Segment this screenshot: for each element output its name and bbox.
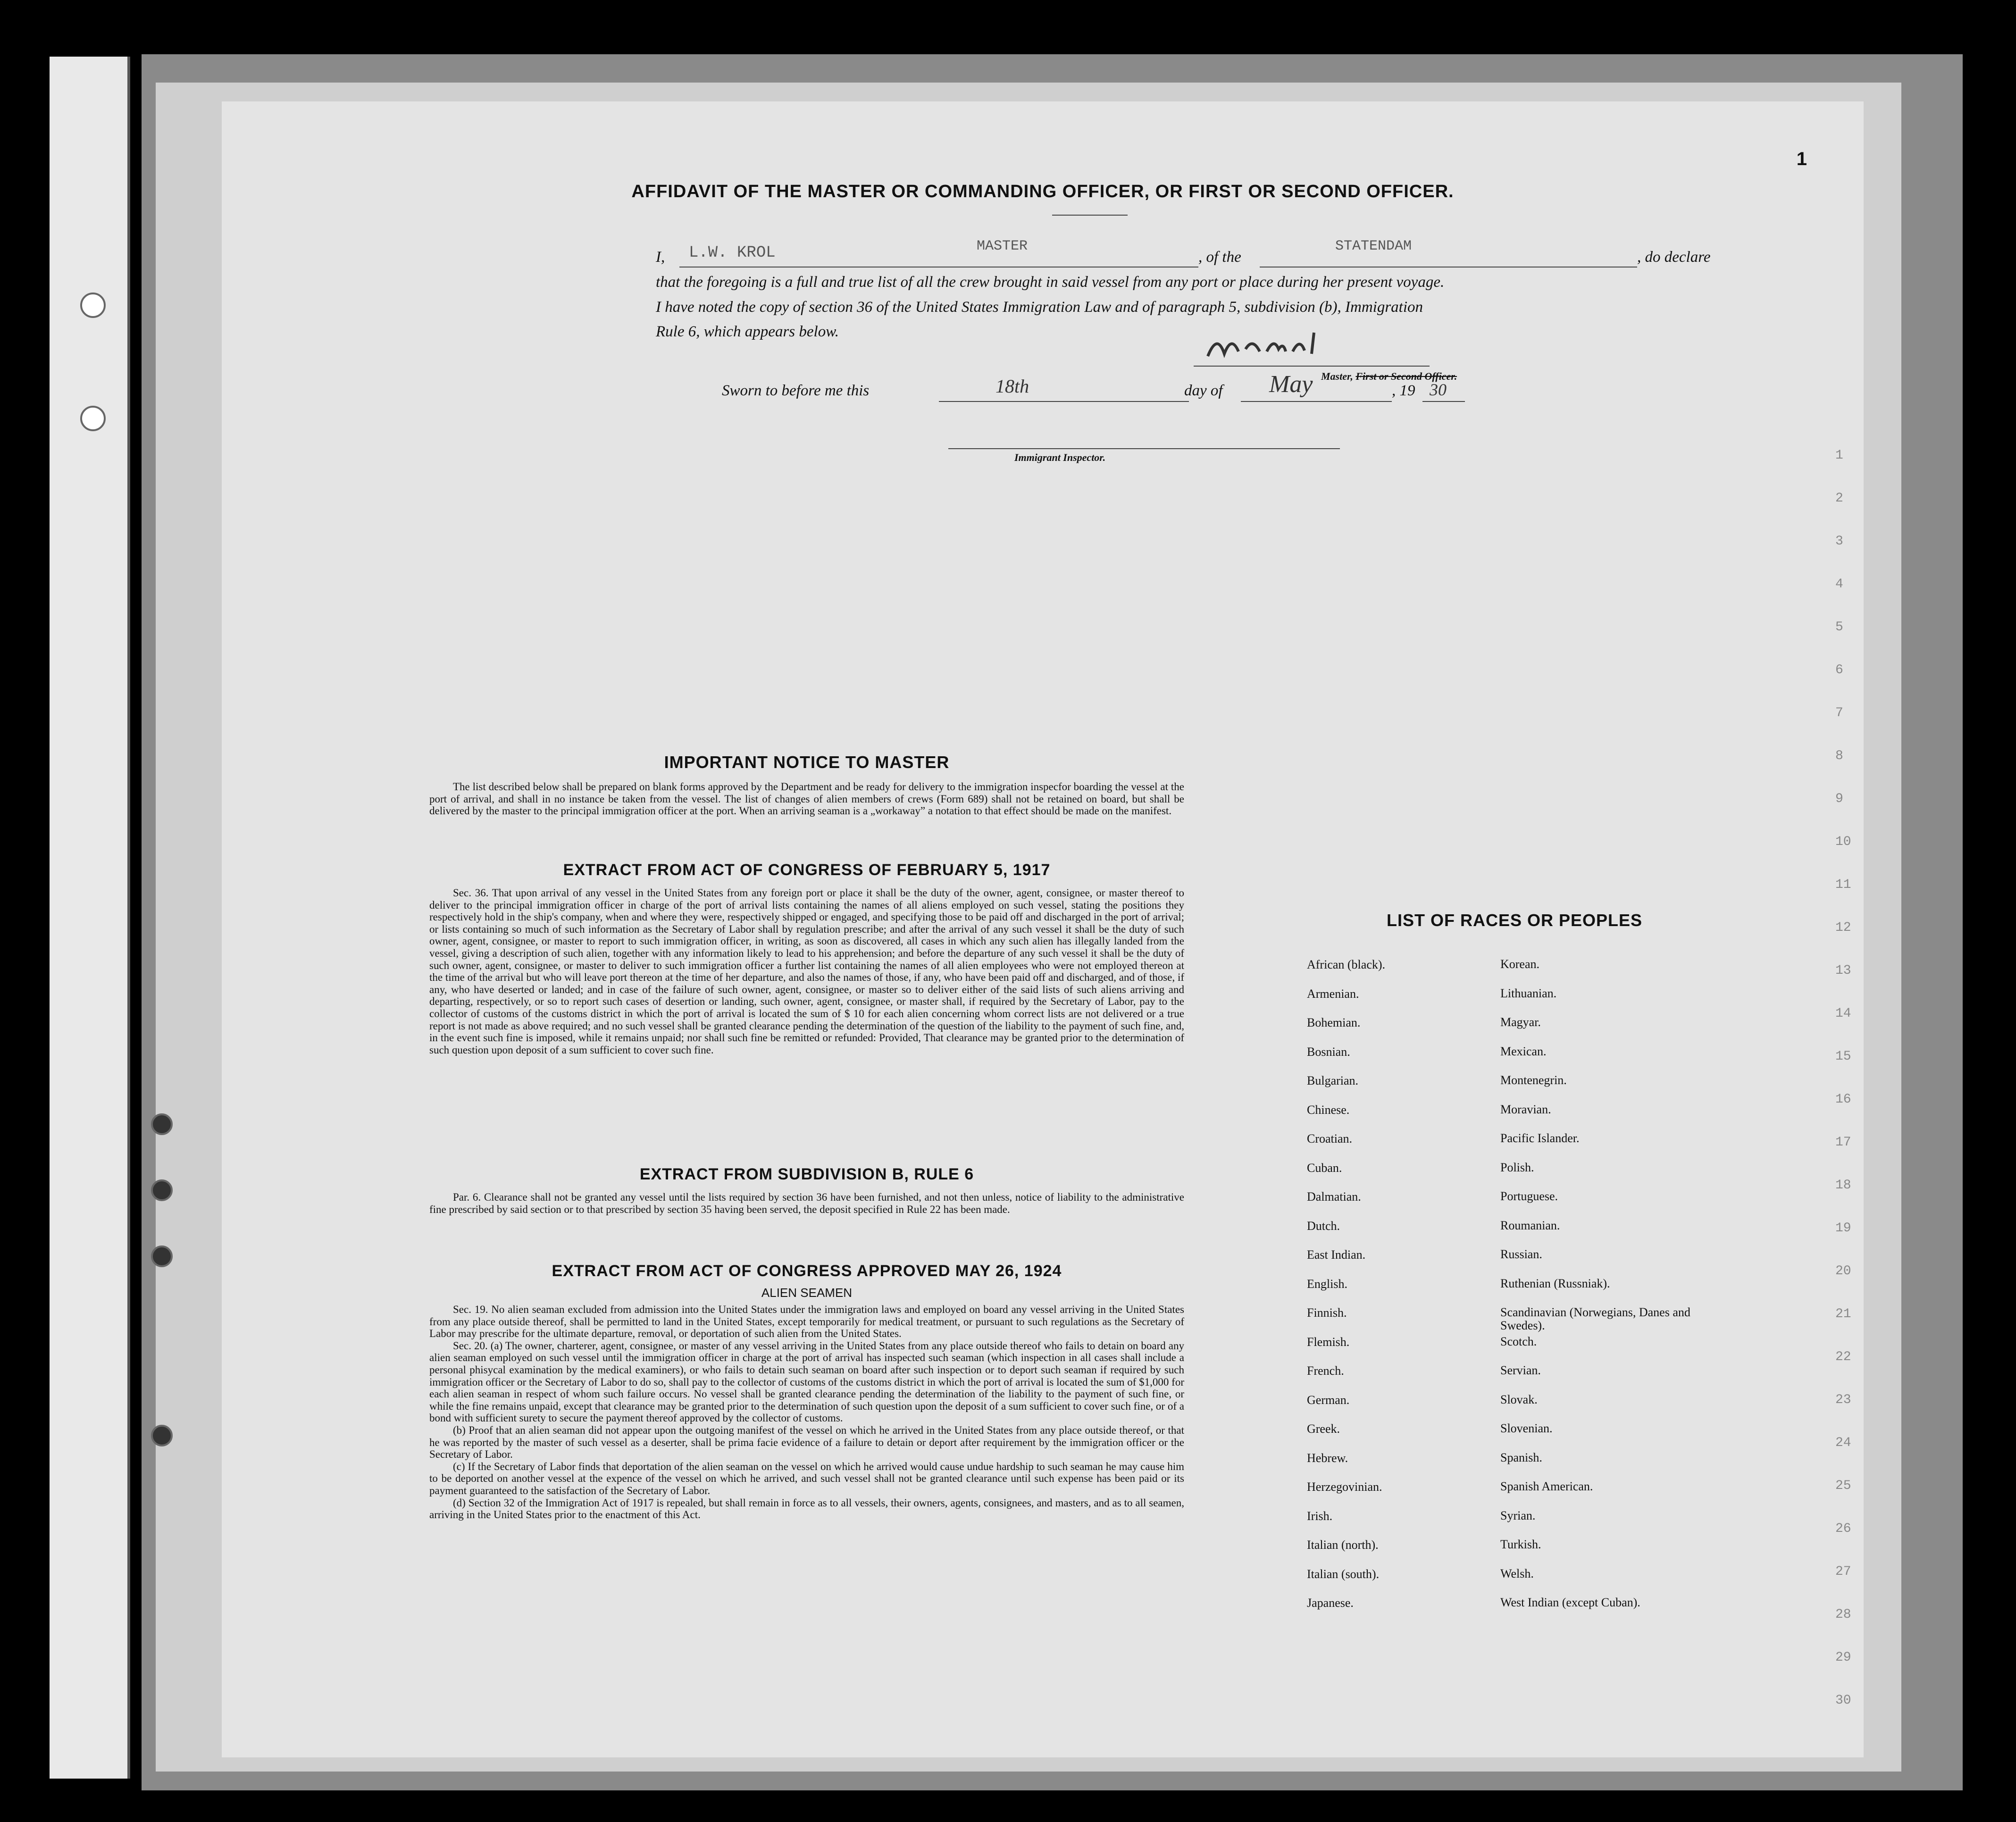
race-item: Turkish.: [1500, 1538, 1541, 1551]
sworn-day: 18th: [995, 376, 1029, 397]
affidavit-page: [222, 101, 1864, 1757]
race-item: Mexican.: [1500, 1044, 1547, 1058]
races-title: LIST OF RACES OR PEOPLES: [1386, 911, 1643, 930]
month-line: [1241, 401, 1392, 402]
manifest-row-number: 8: [1835, 749, 1843, 763]
manifest-row-number: 9: [1835, 792, 1843, 806]
extract-1924-paragraph: (c) If the Secretary of Labor finds that deportation of the alien seaman on the vessel on which he arrived would cause undue hardship to such seaman he may cause him to be deported on another vessel at the expence of the vessel on which he arrived, and such vessel shall not be granted clearance until such expense has been paid or its payment guaranteed to the satisfaction of the Secretary of Labor.: [429, 1460, 1184, 1496]
master-caption: Master,: [1321, 370, 1353, 382]
race-item: Slovak.: [1500, 1392, 1538, 1406]
race-item: Montenegrin.: [1500, 1073, 1567, 1087]
race-item: Italian (south).: [1307, 1567, 1380, 1581]
race-item: Moravian.: [1500, 1102, 1551, 1116]
master-signature: [1203, 323, 1345, 368]
rivet: [151, 1179, 173, 1201]
race-item: Hebrew.: [1307, 1451, 1348, 1465]
extract-rule6-title: EXTRACT FROM SUBDIVISION B, RULE 6: [639, 1165, 974, 1183]
manifest-row-number: 21: [1835, 1307, 1851, 1321]
manifest-row-number: 27: [1835, 1564, 1851, 1579]
manifest-row-number: 25: [1835, 1479, 1851, 1493]
signature-line: [1194, 366, 1430, 367]
punch-hole: [80, 293, 106, 318]
race-item: East Indian.: [1307, 1248, 1366, 1262]
race-item: Bohemian.: [1307, 1016, 1361, 1029]
race-item: African (black).: [1307, 958, 1386, 971]
manifest-row-number: 7: [1835, 706, 1843, 720]
extract-1924-paragraph: (b) Proof that an alien seaman did not appear upon the outgoing manifest of the vessel on which he arrived in the United States from any place outside thereof, or that he was reported by the master of such vessel as a deserter, shall be prima facie evidence of a failure to detain or deport after requirement by the immigration officer or the Secretary of Labor.: [429, 1424, 1184, 1461]
race-item: Russian.: [1500, 1247, 1542, 1261]
officer-caption-struck: First or Second Officer.: [1355, 370, 1457, 382]
race-item: Chinese.: [1307, 1103, 1350, 1117]
race-item: Flemish.: [1307, 1335, 1350, 1349]
race-item: Lithuanian.: [1500, 986, 1557, 1000]
page-number: 1: [1796, 149, 1807, 169]
race-item: Spanish American.: [1500, 1479, 1593, 1493]
manifest-row-number: 1: [1835, 448, 1843, 463]
race-item: Greek.: [1307, 1422, 1340, 1436]
race-item: Portuguese.: [1500, 1189, 1558, 1203]
manifest-row-number: 18: [1835, 1178, 1851, 1193]
day-of-label: day of: [1184, 382, 1223, 399]
race-item: Dutch.: [1307, 1219, 1340, 1233]
manifest-row-number: 10: [1835, 835, 1851, 849]
sworn-year: 30: [1430, 380, 1447, 399]
race-item: Roumanian.: [1500, 1218, 1560, 1232]
manifest-row-number: 6: [1835, 663, 1843, 677]
race-item: Pacific Islander.: [1500, 1131, 1580, 1145]
manifest-row-number: 3: [1835, 534, 1843, 549]
race-item: Syrian.: [1500, 1508, 1536, 1522]
punch-hole: [80, 406, 106, 431]
race-item: Spanish.: [1500, 1450, 1542, 1464]
affidavit-line-3: I have noted the copy of section 36 of the United States Immigration Law and of paragraph 5, subdivision (b), Immigration: [656, 299, 1423, 316]
year-prefix: , 19: [1392, 382, 1415, 399]
manifest-row-number: 11: [1835, 878, 1851, 892]
extract-1924-title: EXTRACT FROM ACT OF CONGRESS APPROVED MAY 26, 1924: [552, 1262, 1062, 1280]
race-item: Polish.: [1500, 1160, 1534, 1174]
manifest-row-number: 2: [1835, 491, 1843, 506]
manifest-row-number: 17: [1835, 1135, 1851, 1150]
inspector-line: [948, 448, 1340, 449]
extract-1917-text: Sec. 36. That upon arrival of any vessel in the United States from any foreign port or place it shall be the duty of the owner, agent, consignee, or master thereof to deliver to the principal immigration officer in charge of the port of arrival lists containing the names of all aliens employed on such vessel, stating the positions they respectively hold in the ship's company, when and where they were, respectively shipped or engaged, and specifying those to be paid off and discharged in the port of arrival; or lists containing so much of such information as the Secretary of Labor shall by regulation prescribe; and after the arrival of any such vessel it shall be the duty of such owner, agent, consignee, or master to report to such immigration officer, in writing, as soon as discovered, all cases in which any such alien has illegally landed from the vessel, giving a description of such alien, together with any information likely to lead to his apprehension; and before the departure of any such vessel it shall be the duty of such owner, agent, consignee, or master to deliver to such immigration officer a further list containing the names of all alien employees who were not employed thereon at the time of the arrival but who will leave port thereon at the time of her departure, and also the names of those, if any, who have been paid off and discharged, and of those, if any, who have deserted or landed; and in case of the failure of such owner, agent, consignee, or master so to deliver either of the said lists of such aliens arriving and departing, respectively, or so to report such cases of desertion or landing, such owner, agent, consignee, or master shall, if required by the Secretary of Labor, pay to the collector of customs of the customs district in which the port of arrival is located the sum of $ 10 for each alien concerning whom correct lists are not delivered or a true report is not made as above required; and no such vessel shall be granted clearance pending the determination of the question of the liability to the payment of such fine, and, in the event such fine is imposed, while it remains unpaid; nor shall such fine be remitted or refunded: Provided, That clearance may be granted prior to the determination of such question upon deposit of a sum sufficient to cover such fine.: [429, 887, 1184, 1056]
affidavit-line-4: Rule 6, which appears below.: [656, 323, 839, 340]
race-item: French.: [1307, 1364, 1344, 1378]
race-item: Servian.: [1500, 1363, 1541, 1377]
manifest-row-number: 26: [1835, 1521, 1851, 1536]
race-item: Italian (north).: [1307, 1538, 1379, 1552]
race-item: German.: [1307, 1393, 1350, 1407]
race-item: Dalmatian.: [1307, 1190, 1361, 1204]
extract-1917-title: EXTRACT FROM ACT OF CONGRESS OF FEBRUARY 5, 1917: [563, 861, 1051, 879]
race-item: Bulgarian.: [1307, 1074, 1359, 1087]
race-item: Irish.: [1307, 1509, 1333, 1523]
race-item: Slovenian.: [1500, 1421, 1553, 1435]
affidavit-title: AFFIDAVIT OF THE MASTER OR COMMANDING OFFICER, OR FIRST OR SECOND OFFICER.: [631, 182, 1454, 201]
manifest-row-number: 12: [1835, 920, 1851, 935]
rivet: [151, 1425, 173, 1446]
manifest-row-number: 28: [1835, 1607, 1851, 1622]
race-item: Croatian.: [1307, 1132, 1353, 1145]
day-line: [939, 401, 1189, 402]
race-item: Armenian.: [1307, 986, 1359, 1001]
master-name: L.W. KROL: [689, 244, 776, 262]
race-item: Welsh.: [1500, 1566, 1534, 1580]
race-item: Cuban.: [1307, 1161, 1342, 1175]
master-rank: MASTER: [977, 238, 1028, 254]
race-item: Japanese.: [1307, 1596, 1354, 1610]
notice-title: IMPORTANT NOTICE TO MASTER: [664, 752, 950, 772]
race-item: Magyar.: [1500, 1015, 1541, 1029]
extract-rule6-text: Par. 6. Clearance shall not be granted any vessel until the lists required by section 36 have been furnished, and not then unless, notice of liability to the administrative fine prescribed by said section or to that prescribed by section 35 having been served, the deposit specified in Rule 22 has been made.: [429, 1191, 1184, 1215]
race-item: English.: [1307, 1277, 1347, 1291]
extract-1924-paragraph: (d) Section 32 of the Immigration Act of 1917 is repealed, but shall remain in force as to all vessels, their owners, agents, consignees, and masters, and as to all seamen, arriving in the United States prior to the enactment of this Act.: [429, 1496, 1184, 1521]
rivet: [151, 1113, 173, 1135]
manifest-row-number: 19: [1835, 1221, 1851, 1236]
inspector-caption: Immigrant Inspector.: [1014, 451, 1106, 463]
rivet: [151, 1245, 173, 1267]
race-item: Scotch.: [1500, 1334, 1537, 1348]
extract-1924-paragraph: Sec. 19. No alien seaman excluded from admission into the United States under the immigration laws and employed on board any vessel arriving in the United States from any place outside thereof, shall be permitted to land in the United States, except temporarily for medical treatment, or pursuant to such regulations as the Secretary of Labor may prescribe for the ultimate departure, removal, or deportation of such alien from the United States.: [429, 1304, 1184, 1340]
manifest-row-number: 30: [1835, 1693, 1851, 1708]
manifest-row-number: 14: [1835, 1006, 1851, 1021]
manifest-row-number: 24: [1835, 1436, 1851, 1450]
race-item: West Indian (except Cuban).: [1500, 1596, 1640, 1609]
manifest-row-number: 16: [1835, 1092, 1851, 1107]
manifest-row-number: 15: [1835, 1049, 1851, 1064]
vessel-name: STATENDAM: [1335, 238, 1412, 254]
manifest-row-number: 23: [1835, 1393, 1851, 1407]
sworn-month: May: [1269, 371, 1313, 398]
manifest-row-number: 4: [1835, 577, 1843, 592]
year-line: [1422, 401, 1465, 402]
extract-1924-subtitle: ALIEN SEAMEN: [761, 1286, 853, 1300]
manifest-row-number: 22: [1835, 1350, 1851, 1364]
title-rule: [1052, 215, 1128, 216]
race-item: Korean.: [1500, 957, 1540, 971]
affidavit-i-label: I,: [656, 249, 665, 266]
sworn-label: Sworn to before me this: [722, 382, 870, 399]
manifest-row-number: 5: [1835, 620, 1843, 635]
race-item: Scandinavian (Norwegians, Danes and Swedes).: [1500, 1305, 1690, 1332]
do-declare-label: , do declare: [1637, 249, 1711, 266]
race-item: Herzegovinian.: [1307, 1480, 1382, 1494]
manifest-row-number: 29: [1835, 1650, 1851, 1665]
race-item: Bosnian.: [1307, 1045, 1350, 1059]
of-the-label: , of the: [1198, 249, 1241, 266]
notice-text: The list described below shall be prepared on blank forms approved by the Department and be ready for delivery to the immigration inspecfor boarding the vessel at the port of arrival, and shall in no instance be taken from the vessel. The list of changes of alien members of crews (Form 689) shall not be retained on board, but shall be delivered by the master to the principal immigration officer at the port. When an arriving seaman is a „workaway” a notation to that effect should be made on the manifest.: [429, 781, 1184, 817]
affidavit-line-2: that the foregoing is a full and true list of all the crew brought in said vessel from any port or place during her present voyage.: [656, 274, 1445, 291]
manifest-row-number: 13: [1835, 963, 1851, 978]
race-item: Finnish.: [1307, 1306, 1347, 1320]
manifest-row-number: 20: [1835, 1264, 1851, 1279]
extract-1924-paragraph: Sec. 20. (a) The owner, charterer, agent, consignee, or master of any vessel arriving in the United States from any place outside thereof who fails to detain on board any alien seaman employed on such vessel until the immigration officer in charge at the port of arrival has inspected such seaman (which inspection in all cases shall include a personal phisycal examination by the medical examiners), or who fails to detain such seaman on board after such inspection or to deport such seaman if required by such immigration officer or the Secretary of Labor to do so, shall pay to the collector of customs of the customs district in which the port of arrival is located the sum of $1,000 for each alien seaman in respect of whom such failure occurs. No vessel shall be granted clearance pending the determination of the liability to the payment of such fine, or while the fine remains unpaid, except that clearance may be granted prior to the determination of such question upon the deposit of a sum sufficient to cover such fine, or of a bond with sufficient surety to secure the payment thereof approved by the collector of customs.: [429, 1339, 1184, 1424]
race-item: Ruthenian (Russniak).: [1500, 1276, 1610, 1290]
